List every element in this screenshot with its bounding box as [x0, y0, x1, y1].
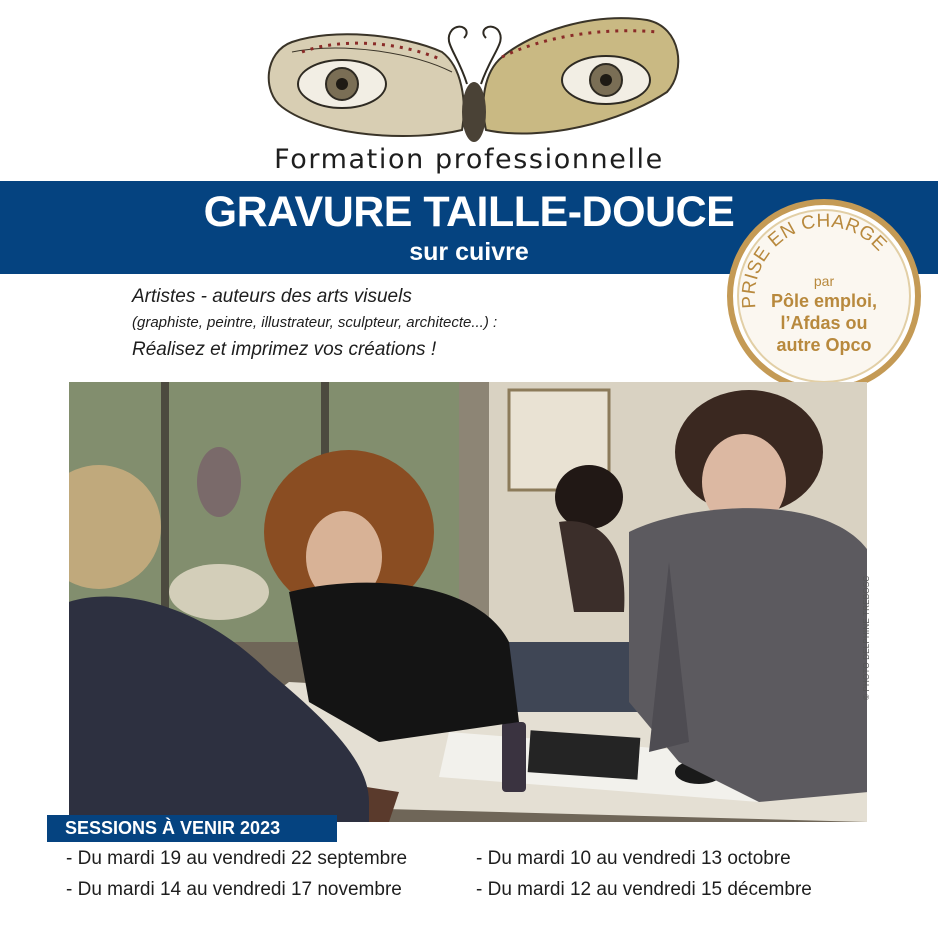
page-title: GRAVURE TAILLE-DOUCE [203, 188, 735, 236]
title-subtitle: sur cuivre [409, 238, 529, 266]
seal-arc-text: PRISE EN CHARGE [738, 210, 891, 310]
seal-line-1: Pôle emploi, [770, 291, 878, 311]
workshop-scene [69, 382, 867, 822]
intro-line-1: Artistes - auteurs des arts visuels [132, 286, 412, 307]
sessions-heading: SESSIONS À VENIR 2023 [47, 815, 337, 842]
seal-par: par [813, 273, 835, 289]
seal-line-3: autre Opco [776, 335, 872, 355]
subtitle: Formation professionnelle [274, 144, 664, 175]
intro-text [132, 284, 497, 364]
intro-line-2: (graphiste, peintre, illustrateur, sculpteur, architecte...) : [132, 314, 498, 331]
session-item: - Du mardi 19 au vendredi 22 septembre [66, 848, 408, 869]
intro-line-3: Réalisez et imprimez vos créations ! [132, 339, 437, 360]
funding-seal-badge [726, 198, 922, 394]
session-item: - Du mardi 12 au vendredi 15 décembre [476, 879, 812, 900]
seal-line-2: l’Afdas ou [780, 313, 868, 333]
workshop-photo [69, 382, 867, 822]
butterfly-eyes-logo [262, 12, 686, 150]
session-item: - Du mardi 14 au vendredi 17 novembre [66, 879, 402, 900]
session-item: - Du mardi 10 au vendredi 13 octobre [476, 848, 791, 869]
photo-credit: © PHOTO DELPHINE TREBOSC [862, 575, 871, 700]
